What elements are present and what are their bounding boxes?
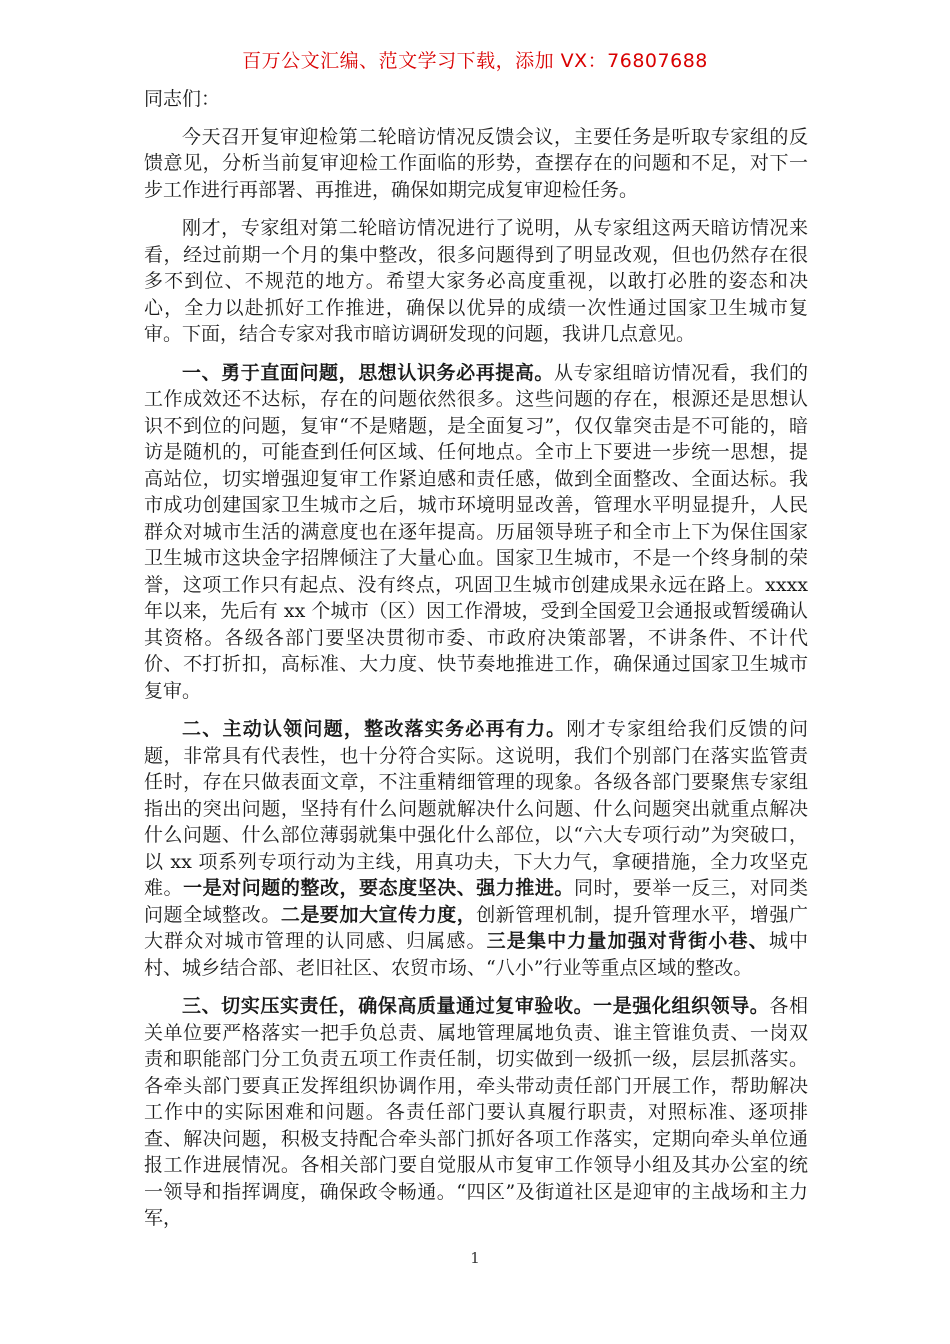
download-banner: 百万公文汇编、范文学习下载，添加 VX：76807688 — [242, 50, 708, 72]
section-2-item-1-heading: 一是对问题的整改，要态度坚决、强力推进。 — [183, 877, 574, 899]
section-3-text: 各相关单位要严格落实一把手负总责、属地管理属地负责、谁主管谁负责、一岗双责和职能部门分工负责五项工作责任制，切实做到一级抓一级，层层抓落实。各牵头部门要真正发挥组织协调作用，牵头带动责任部门开展工作，帮助解决工作中的实际困难和问题。各责任部门要认真履行职责，对照标准、逐项排查、解决问题，积极支持配合牵头部门抓好各项工作落实，定期向牵头单位通报工作进展情况。各相关部门要自觉服从市复审工作领导小组及其办公室的统一领导和指挥调度，确保政令畅通。“四区”及街道社区是迎审的主战场和主力军， — [144, 995, 808, 1229]
section-3-item-1-heading: 一是强化组织领导。 — [593, 995, 770, 1017]
paragraph-section-2 — [144, 716, 808, 981]
section-2-item-2-text: 创新管理机制，提升管理水平，增强广大群众对城市管理的认同感、归属感。 — [144, 903, 808, 952]
section-2-item-2-heading: 二是要加大宣传力度， — [280, 903, 477, 926]
section-2-text: 刚才专家组给我们反馈的问题，非常具有代表性，也十分符合实际。这说明，我们个别部门在落实监管责任时，存在只做表面文章，不注重精细管理的现象。各级各部门要聚焦专家组指出的突出问题，坚持有什么问题就解决什么问题、什么问题突出就重点解决什么问题、什么部位薄弱就集中强化什么部位，以“六大专项行动”为突破口，以 xx 项系列专项行动为主线，用真功夫，下大力气，拿硬措施，全力攻坚克难。 — [144, 718, 808, 899]
section-2-item-3-text: 城中村、城乡结合部、老旧社区、农贸市场、“八小”行业等重点区域的整改。 — [144, 930, 808, 979]
section-2-heading: 二、主动认领问题，整改落实务必再有力。 — [182, 718, 567, 740]
paragraph-intro: 今天召开复审迎检第二轮暗访情况反馈会议，主要任务是听取专家组的反馈意见，分析当前复审迎检工作面临的形势，查摆存在的问题和不足，对下一步工作进行再部署、再推进，确保如期完成复审迎检任务。 — [144, 125, 808, 201]
greeting: 同志们： — [144, 88, 221, 110]
paragraph-overview: 刚才，专家组对第二轮暗访情况进行了说明，从专家组这两天暗访情况来看，经过前期一个月的集中整改，很多问题得到了明显改观，但也仍然存在很多不到位、不规范的地方。希望大家务必高度重视，以敢打必胜的姿态和决心，全力以赴抓好工作推进，确保以优异的成绩一次性通过国家卫生城市复审。下面，结合专家对我市暗访调研发现的问题，我讲几点意见。 — [144, 217, 808, 345]
paragraph-section-3 — [144, 993, 808, 1232]
section-2-item-1-text: 同时，要举一反三，对同类问题全域整改。 — [144, 877, 808, 926]
page-number: 1 — [470, 1249, 480, 1267]
section-1-text: 从专家组暗访情况看，我们的工作成效还不达标，存在的问题依然很多。这些问题的存在，根源还是思想认识不到位的问题，复审“不是赌题，是全面复习”，仅仅靠突击是不可能的，暗访是随机的，可能查到任何区域、任何地点。全市上下要进一步统一思想，提高站位，切实增强迎复审工作紧迫感和责任感，做到全面整改、全面达标。我市成功创建国家卫生城市之后，城市环境明显改善，管理水平明显提升，人民群众对城市生活的满意度也在逐年提高。历届领导班子和全市上下为保住国家卫生城市这块金字招牌倾注了大量心血。国家卫生城市，不是一个终身制的荣誉，这项工作只有起点、没有终点，巩固卫生城市创建成果永远在路上。xxxx 年以来，先后有 xx 个城市（区）因工作滑坡，受到全国爱卫会通报或暂缓确认其资格。各级各部门要坚决贯彻市委、市政府决策部署，不讲条件、不计代价、不打折扣，高标准、大力度、快节奏地推进工作，确保通过国家卫生城市复审。 — [144, 361, 808, 702]
document-body — [144, 86, 808, 1244]
section-1-heading: 一、勇于直面问题，思想认识务必再提高。 — [182, 361, 555, 384]
paragraph-section-1 — [144, 360, 808, 705]
section-3-heading: 三、切实压实责任，确保高质量通过复审验收。 — [182, 995, 594, 1017]
section-2-item-3-heading: 三是集中力量加强对背街小巷、 — [486, 930, 769, 952]
